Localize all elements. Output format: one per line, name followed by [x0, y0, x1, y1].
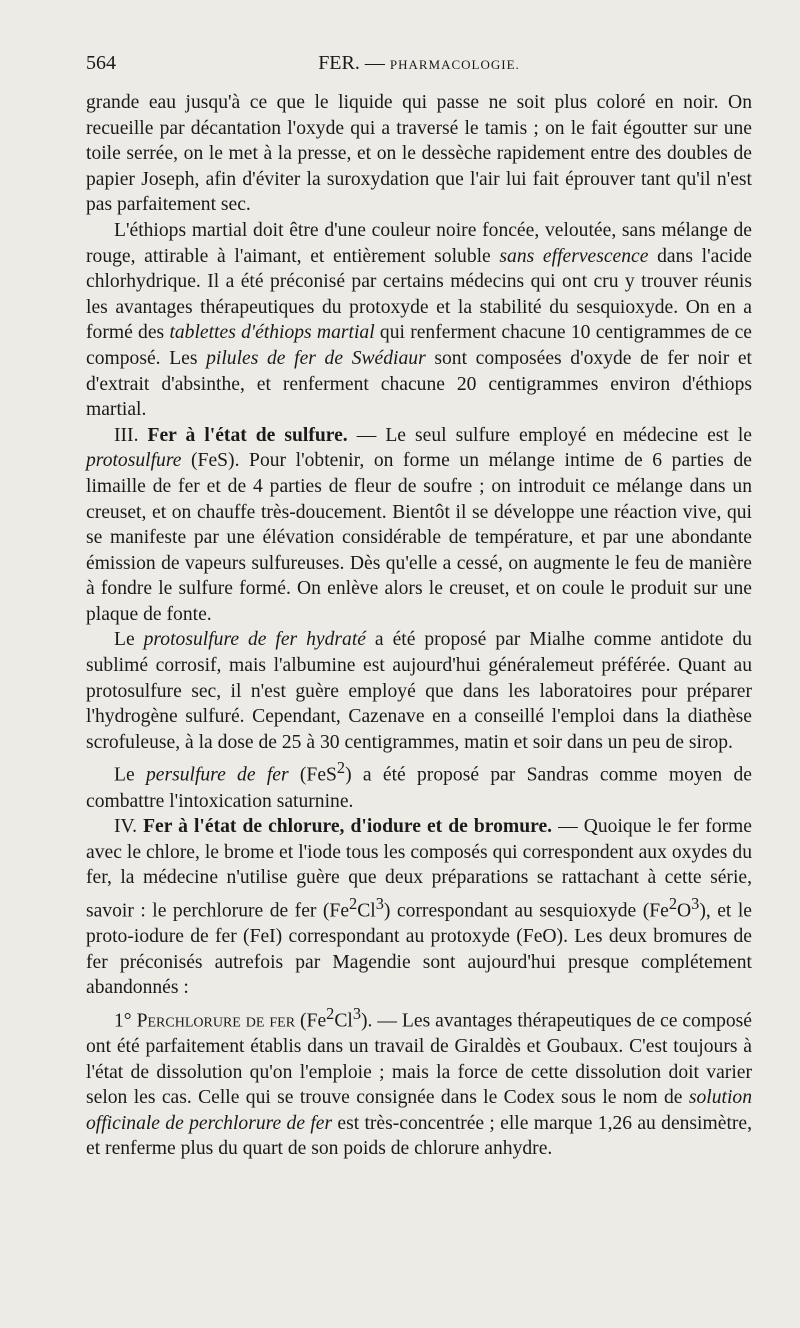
- italic-term: persulfure de fer: [145, 764, 289, 786]
- superscript: 3: [352, 1003, 362, 1023]
- subsection-numeral: 1°: [114, 1010, 132, 1032]
- section-numeral: III.: [114, 424, 139, 446]
- paragraph-text: (FeS: [288, 764, 337, 786]
- paragraph-text: a été proposé par Mialhe comme antidote du sublimé corrosif, mais l'albumine est aujourd'hui généralemeut préférée. Quant au protosulfure sec, il n'est guère employé que dans les laboratoires pour préparer l'hydrogène sulfuré. Cependant, Cazenave en a conseillé l'emploi dans la diathèse scrofuleuse, à la dose de 25 à 30 centigrammes, matin et soir dans un peu de sirop.: [86, 629, 752, 753]
- page-number: 564: [86, 52, 116, 74]
- paragraph-text: grande eau jusqu'à ce que le liquide qui passe ne soit plus coloré en noir. On recueille par décantation l'oxyde qui a traversé le tamis ; on le fait égoutter sur une toile serrée, on le met à la presse, et on le dessèche rapidement entre des doubles de papier Joseph, afin d'éviter la suroxydation que l'air lui fait éprouver tant qu'il n'est pas parfaitement sec.: [86, 92, 752, 216]
- page-header: [86, 52, 752, 82]
- italic-term: sans effervescence: [499, 245, 649, 267]
- superscript: 2: [668, 893, 677, 913]
- paragraph-text: qui renferment chacune 10 centigrammes de ce composé. Les: [86, 322, 753, 369]
- paragraph-text: Le: [114, 764, 146, 786]
- paragraph-text: est très-concentrée ; elle marque 1,26 au densimètre, et renferme plus du quart de son poids de chlorure anhydre.: [86, 1112, 753, 1160]
- italic-term: protosulfure: [86, 450, 182, 472]
- paragraph-text: Cl: [357, 900, 376, 922]
- italic-term: protosulfure de fer hydraté: [143, 629, 366, 651]
- paragraph-persulfure: [86, 755, 752, 814]
- body-text: [86, 90, 752, 1162]
- running-head: [86, 52, 752, 75]
- paragraph-text: ) a été proposé par Sandras comme moyen de combattre l'intoxication saturnine.: [86, 764, 752, 812]
- running-head-title: FER.: [318, 52, 360, 74]
- subsection-title: Perchlorure de fer: [136, 1010, 296, 1032]
- paragraph-text: ). — Les avantages thérapeutiques de ce composé ont été parfaitement établis dans un travail de Giraldès et Goubaux. C'est toujours à l'état de dissolution qu'on l'emploie ; mais la force de cette dissolution doit varier selon les cas. Celle qui se trouve consignée dans le Codex sous le nom de: [86, 1010, 752, 1109]
- running-head-subtitle: PHARMACOLOGIE.: [389, 57, 520, 72]
- superscript: 2: [349, 893, 358, 913]
- paragraph-text: O: [677, 900, 692, 922]
- paragraph-text: dans l'acide chlorhydrique. Il a été préconisé par certains médecins qui ont cru y trouver réunis les avantages thérapeutiques du protoxyde et la stabilité du sesquioxyde. On en a formé des: [86, 245, 752, 344]
- paragraph-text: ), et le proto-iodure de fer (FeI) correspondant au protoxyde (FeO). Les deux bromures de fer préconisés autrefois par Magendie sont aujourd'hui presque complétement abandonnés :: [86, 900, 752, 999]
- paragraph-text: Cl: [334, 1010, 353, 1032]
- paragraph-text: — Quoique le fer forme avec le chlore, le brome et l'iode tous les composés qui correspondent aux oxydes du fer, la médecine n'utilise guère que deux préparations se rattachant à cette série, savoir : le perchlorure de fer (Fe: [86, 816, 752, 922]
- paragraph-ethiops: [86, 218, 752, 423]
- italic-term: pilules de fer de Swédiaur: [206, 347, 426, 369]
- section-sulfure: [86, 423, 752, 628]
- subsection-perchlorure: [86, 1001, 752, 1162]
- paragraph-text: (FeS). Pour l'obtenir, on forme un mélange intime de 6 parties de limaille de fer et de 4 parties de fleur de soufre ; on introduit ce mélange dans un creuset, et on chauffe très-doucement. Bientôt il se développe une réaction vive, qui se manifeste par une élévation considérable de température, et par une abondante émission de vapeurs sulfureuses. Dès qu'elle a cessé, on augmente le feu de manière à fondre le sulfure formé. On enlève alors le creuset, et on coule le produit sur une plaque de fonte.: [86, 450, 752, 625]
- paragraph-protosulfure-hydrate: [86, 627, 752, 755]
- paragraph-text: Le: [114, 629, 144, 651]
- section-title: Fer à l'état de chlorure, d'iodure et de bromure.: [143, 816, 553, 838]
- section-chlorure: [86, 814, 752, 1001]
- paragraph-text: — Le seul sulfure employé en médecine est le: [347, 424, 753, 446]
- superscript: 3: [375, 893, 384, 913]
- paragraph-text: L'éthiops martial doit être d'une couleur noire foncée, veloutée, sans mélange de rouge, attirable à l'aimant, et entièrement soluble: [86, 219, 752, 267]
- paragraph-text: ) correspondant au sesquioxyde (Fe: [383, 900, 669, 922]
- superscript: 2: [336, 758, 346, 778]
- paragraph-text: sont composées d'oxyde de fer noir et d'extrait d'absinthe, et renferment chacune 20 centigrammes environ d'éthiops martial.: [86, 347, 752, 421]
- superscript: 3: [691, 893, 700, 913]
- section-title: Fer à l'état de sulfure.: [147, 424, 348, 446]
- running-head-separator: —: [359, 52, 390, 74]
- paragraph-continuation: [86, 90, 752, 218]
- paragraph-text: (Fe: [295, 1010, 327, 1032]
- italic-term: tablettes d'éthiops martial: [169, 322, 375, 344]
- italic-term: solution officinale de perchlorure de fer: [86, 1087, 752, 1134]
- superscript: 2: [326, 1003, 335, 1023]
- section-numeral: IV.: [114, 816, 138, 838]
